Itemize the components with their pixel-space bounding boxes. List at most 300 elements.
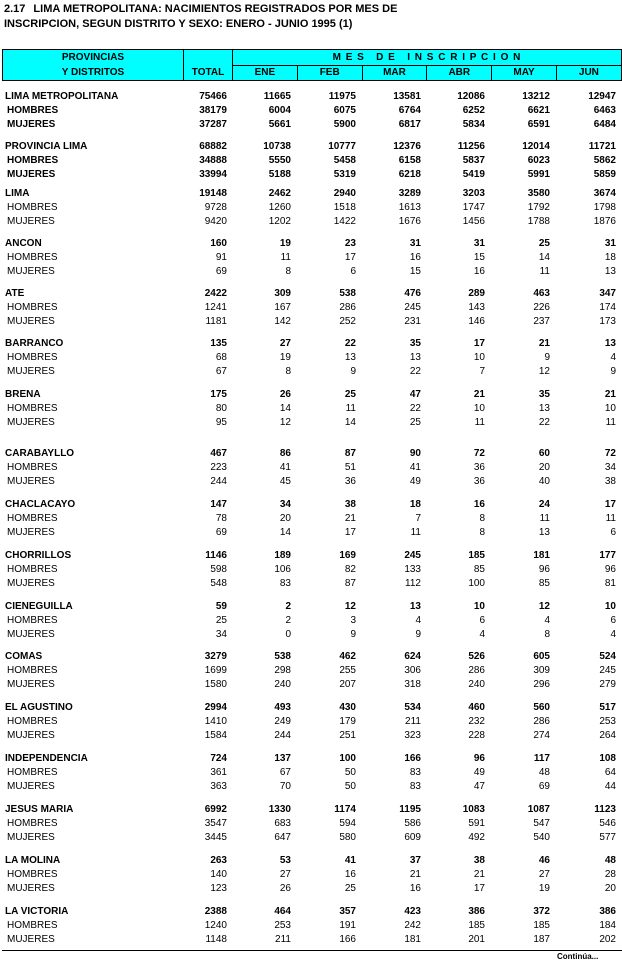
cell-may: 46 [538,855,550,866]
cell-jun: 245 [599,665,616,676]
cell-ene: 53 [279,855,291,866]
row-label: MUJERES [7,119,56,130]
cell-abr: 10 [473,352,485,363]
cell-may: 60 [538,448,550,459]
row-label: BARRANCO [5,338,64,349]
cell-jun: 31 [604,238,616,249]
row-label: MUJERES [7,216,55,227]
cell-ene: 106 [274,564,291,575]
cell-feb: 207 [339,679,356,690]
cell-abr: 36 [473,476,485,487]
cell-ene: 309 [274,288,291,299]
cell-abr: 16 [473,499,485,510]
table-row-hombres [0,104,622,118]
row-label: PROVINCIA LIMA [5,141,88,152]
row-label: MUJERES [7,527,55,538]
cell-jun: 6 [610,615,616,626]
cell-mar: 242 [404,920,421,931]
cell-ene: 27 [279,338,291,349]
cell-may: 20 [538,462,550,473]
cell-ene: 1202 [268,216,291,227]
cell-may: 226 [533,302,550,313]
cell-feb: 11 [345,403,356,414]
cell-ene: 26 [279,883,291,894]
cell-mar: 323 [404,730,421,741]
cell-abr: 143 [468,302,485,313]
cell-ene: 464 [274,906,291,917]
cell-mar: 245 [404,302,421,313]
header-month-abr: ABR [448,67,471,78]
row-label: HOMBRES [7,403,58,414]
cell-feb: 5900 [333,119,356,130]
cell-total: 1410 [204,716,227,727]
table-row-hombres [0,868,622,882]
cell-feb: 252 [339,316,356,327]
row-label: HOMBRES [7,252,58,263]
cell-jun: 48 [604,855,616,866]
cell-total: 3445 [204,832,227,843]
cell-feb: 16 [344,869,356,880]
cell-feb: 36 [344,476,356,487]
table-row-mujeres [0,265,622,279]
table-row-mujeres [0,577,622,591]
header-month-jun: JUN [578,67,599,78]
cell-total: 68882 [199,141,227,152]
cell-mar: 9 [415,629,421,640]
cell-abr: 201 [468,934,485,945]
table-row-hombres [0,715,622,729]
cell-may: 117 [533,753,550,764]
cell-ene: 20 [279,513,291,524]
header-month-may: MAY [513,67,535,78]
cell-feb: 430 [339,702,356,713]
cell-ene: 12 [279,417,291,428]
cell-mar: 31 [409,238,421,249]
cell-feb: 17 [344,252,356,263]
table-row-total [0,447,622,461]
cell-mar: 41 [409,462,421,473]
cell-mar: 13581 [393,91,421,102]
cell-ene: 5550 [268,155,291,166]
cell-jun: 81 [604,578,616,589]
cell-total: 91 [215,252,227,263]
cell-abr: 38 [473,855,485,866]
cell-mar: 231 [404,316,421,327]
cell-feb: 23 [344,238,356,249]
cell-abr: 460 [468,702,485,713]
cell-total: 19148 [199,188,227,199]
cell-ene: 2 [285,601,291,612]
cell-ene: 1260 [268,202,291,213]
cell-total: 363 [210,781,227,792]
cell-may: 12 [538,601,550,612]
row-label: MUJERES [7,316,55,327]
table-row-hombres [0,563,622,577]
cell-jun: 1123 [594,804,616,815]
cell-may: 14 [538,252,550,263]
title-line-2: INSCRIPCION, SEGUN DISTRITO Y SEXO: ENERO - JUNIO 1995 (1) [4,18,353,30]
cell-mar: 6817 [398,119,421,130]
cell-feb: 87 [344,578,356,589]
cell-may: 22 [538,417,550,428]
cell-abr: 6 [479,615,485,626]
cell-abr: 10 [473,403,485,414]
cell-abr: 286 [468,665,485,676]
cell-abr: 11 [474,417,485,428]
row-label: CHORRILLOS [5,550,72,561]
cell-total: 1241 [204,302,227,313]
table-row-hombres [0,512,622,526]
cell-feb: 82 [344,564,356,575]
header-distritos: Y DISTRITOS [61,67,125,78]
row-label: HOMBRES [7,302,58,313]
cell-may: 547 [533,818,550,829]
row-label: MUJERES [7,730,55,741]
row-label: MUJERES [7,629,55,640]
row-label: ATE [5,288,25,299]
cell-may: 69 [538,781,550,792]
cell-mar: 181 [404,934,421,945]
cell-mar: 534 [404,702,421,713]
cell-abr: 4 [479,629,485,640]
cell-jun: 546 [599,818,616,829]
cell-abr: 31 [473,238,485,249]
cell-may: 24 [538,499,550,510]
cell-jun: 202 [599,934,616,945]
cell-abr: 96 [473,753,485,764]
cell-feb: 13 [344,352,356,363]
cell-feb: 10777 [328,141,356,152]
cell-feb: 1518 [333,202,356,213]
cell-mar: 423 [404,906,421,917]
table-row-total [0,498,622,512]
row-label: MUJERES [7,832,55,843]
cell-may: 4 [544,615,550,626]
cell-jun: 4 [610,352,616,363]
cell-jun: 10 [604,601,616,612]
table-row-hombres [0,817,622,831]
cell-total: 467 [210,448,227,459]
cell-feb: 5458 [333,155,356,166]
cell-abr: 185 [468,920,485,931]
cell-feb: 21 [344,513,356,524]
cell-jun: 12947 [588,91,616,102]
cell-jun: 11 [605,417,616,428]
cell-jun: 72 [604,448,616,459]
header-month-feb: FEB [319,67,340,78]
cell-may: 6621 [527,105,550,116]
cell-feb: 38 [344,499,356,510]
cell-jun: 517 [599,702,616,713]
table-row-hombres [0,351,622,365]
cell-jun: 17 [604,499,616,510]
cell-total: 95 [215,417,227,428]
cell-may: 1788 [527,216,550,227]
cell-mar: 166 [404,753,421,764]
cell-feb: 50 [344,781,356,792]
cell-mar: 22 [409,366,421,377]
cell-mar: 211 [405,716,421,727]
cell-total: 1699 [204,665,227,676]
table-row-mujeres [0,780,622,794]
cell-ene: 26 [279,389,291,400]
cell-abr: 100 [468,578,485,589]
cell-may: 11 [539,513,550,524]
row-label: HOMBRES [7,202,58,213]
cell-abr: 15 [473,252,485,263]
cell-total: 244 [210,476,227,487]
cell-abr: 1456 [462,216,485,227]
cell-may: 13212 [522,91,550,102]
cell-may: 605 [533,651,550,662]
cell-mar: 16 [409,252,421,263]
table-row-hombres [0,664,622,678]
cell-jun: 386 [599,906,616,917]
cell-ene: 19 [279,352,291,363]
cell-total: 9728 [204,202,227,213]
row-label: JESUS MARIA [5,804,74,815]
cell-abr: 17 [473,883,485,894]
row-label: CARABAYLLO [5,448,75,459]
cell-total: 69 [215,527,227,538]
cell-jun: 9 [610,366,616,377]
cell-ene: 683 [274,818,291,829]
cell-mar: 245 [404,550,421,561]
table-row-hombres [0,402,622,416]
table-number: 2.17 [4,3,26,15]
cell-may: 540 [533,832,550,843]
cell-mar: 586 [404,818,421,829]
table-row-mujeres [0,628,622,642]
cell-abr: 17 [473,338,485,349]
cell-total: 175 [210,389,227,400]
title-line-1: LIMA METROPOLITANA: NACIMIENTOS REGISTRADOS POR MES DE [33,3,398,15]
cell-mar: 6218 [398,169,421,180]
table-row-hombres [0,301,622,315]
cell-abr: 11256 [457,141,485,152]
cell-total: 75466 [199,91,227,102]
cell-may: 12014 [522,141,550,152]
cell-total: 724 [210,753,227,764]
cell-feb: 3 [350,615,356,626]
cell-mar: 83 [409,767,421,778]
cell-total: 3547 [204,818,227,829]
cell-may: 96 [538,564,550,575]
cell-abr: 240 [468,679,485,690]
cell-jun: 20 [604,883,616,894]
cell-feb: 51 [344,462,356,473]
table-row-mujeres [0,365,622,379]
cell-abr: 386 [468,906,485,917]
table-row-mujeres [0,215,622,229]
cell-may: 372 [533,906,550,917]
table-row-hombres [0,154,622,168]
row-label: MUJERES [7,476,55,487]
cell-may: 85 [538,578,550,589]
cell-total: 2422 [204,288,227,299]
cell-feb: 1422 [333,216,356,227]
cell-ene: 0 [285,629,291,640]
cell-mar: 13 [409,601,421,612]
table-row-total [0,803,622,817]
cell-ene: 2462 [268,188,291,199]
cell-jun: 1798 [593,202,616,213]
row-label: HOMBRES [7,615,58,626]
cell-feb: 179 [339,716,356,727]
cell-feb: 580 [339,832,356,843]
cell-ene: 8 [285,366,291,377]
cell-abr: 12086 [457,91,485,102]
cell-mar: 609 [404,832,421,843]
row-label: MUJERES [7,679,55,690]
cell-abr: 228 [468,730,485,741]
cell-may: 21 [538,338,550,349]
table-row-mujeres [0,678,622,692]
cell-jun: 108 [599,753,616,764]
cell-total: 1240 [204,920,227,931]
cell-feb: 594 [339,818,356,829]
cell-abr: 7 [479,366,485,377]
cell-ene: 493 [274,702,291,713]
header-provincias: PROVINCIAS [61,52,125,63]
cell-total: 223 [210,462,227,473]
table-row-mujeres [0,118,622,132]
cell-may: 1792 [527,202,550,213]
table-row-total [0,337,622,351]
cell-mar: 83 [409,781,421,792]
table-row-hombres [0,201,622,215]
row-label: EL AGUSTINO [5,702,73,713]
cell-feb: 9 [350,629,356,640]
cell-abr: 1083 [462,804,485,815]
cell-feb: 12 [344,601,356,612]
cell-may: 3580 [527,188,550,199]
cell-mar: 13 [409,352,421,363]
cell-feb: 251 [339,730,356,741]
cell-total: 2994 [204,702,227,713]
cell-jun: 6484 [593,119,616,130]
table-row-mujeres [0,831,622,845]
cell-total: 33994 [199,169,227,180]
cell-ene: 298 [274,665,291,676]
cell-abr: 492 [468,832,485,843]
cell-ene: 41 [279,462,291,473]
row-label: ANCON [5,238,42,249]
row-label: MUJERES [7,934,55,945]
cell-feb: 100 [339,753,356,764]
cell-may: 8 [544,629,550,640]
cell-feb: 6 [350,266,356,277]
cell-may: 6023 [527,155,550,166]
cell-may: 1087 [527,804,550,815]
cell-ene: 137 [274,753,291,764]
cell-may: 296 [533,679,550,690]
row-label: INDEPENDENCIA [5,753,88,764]
table-row-mujeres [0,933,622,947]
cell-mar: 90 [409,448,421,459]
cell-ene: 19 [279,238,291,249]
cell-abr: 8 [479,513,485,524]
cell-ene: 83 [279,578,291,589]
row-label: HOMBRES [7,665,58,676]
table-row-total [0,752,622,766]
table-row-mujeres [0,416,622,430]
cell-jun: 6 [610,527,616,538]
cell-may: 11 [539,266,550,277]
cell-may: 25 [538,238,550,249]
row-label: MUJERES [7,366,55,377]
row-label: HOMBRES [7,869,58,880]
cell-abr: 5834 [462,119,485,130]
cell-feb: 11975 [328,91,356,102]
row-label: HOMBRES [7,767,58,778]
cell-mar: 25 [409,417,421,428]
cell-total: 361 [210,767,227,778]
cell-may: 181 [533,550,550,561]
cell-jun: 13 [604,266,616,277]
cell-mar: 16 [409,883,421,894]
cell-mar: 1676 [398,216,421,227]
cell-mar: 4 [415,615,421,626]
header-total: TOTAL [191,67,225,78]
cell-ene: 45 [279,476,291,487]
row-label: HOMBRES [7,818,58,829]
cell-abr: 49 [473,767,485,778]
cell-total: 1146 [205,550,227,561]
cell-feb: 6075 [333,105,356,116]
table-row-total [0,140,622,154]
cell-mar: 7 [415,513,421,524]
table-row-hombres [0,919,622,933]
cell-jun: 64 [604,767,616,778]
table-row-mujeres [0,168,622,182]
cell-ene: 189 [274,550,291,561]
cell-ene: 167 [274,302,291,313]
cell-total: 135 [210,338,227,349]
cell-feb: 5319 [333,169,356,180]
cell-total: 38179 [199,105,227,116]
cell-mar: 624 [404,651,421,662]
row-label: LIMA [5,188,30,199]
cell-may: 19 [538,883,550,894]
cell-jun: 5862 [593,155,616,166]
continua-label: Continúa... [557,952,599,961]
row-label: MUJERES [7,578,55,589]
header-mes-inscripcion: M E S D E I N S C R I P C I O N [332,52,522,63]
cell-mar: 11 [410,527,421,538]
cell-feb: 169 [339,550,356,561]
cell-ene: 5188 [268,169,291,180]
cell-jun: 279 [599,679,616,690]
table-row-total [0,287,622,301]
table-row-mujeres [0,315,622,329]
cell-jun: 4 [610,629,616,640]
cell-jun: 524 [599,651,616,662]
row-label: BRENA [5,389,41,400]
bottom-rule [2,950,622,951]
cell-mar: 306 [404,665,421,676]
cell-ene: 11665 [263,91,291,102]
cell-abr: 185 [468,550,485,561]
cell-mar: 21 [409,869,421,880]
cell-abr: 232 [468,716,485,727]
cell-ene: 14 [279,527,291,538]
cell-mar: 49 [409,476,421,487]
cell-abr: 289 [468,288,485,299]
cell-total: 1580 [204,679,227,690]
cell-mar: 3289 [398,188,421,199]
cell-jun: 1876 [593,216,616,227]
